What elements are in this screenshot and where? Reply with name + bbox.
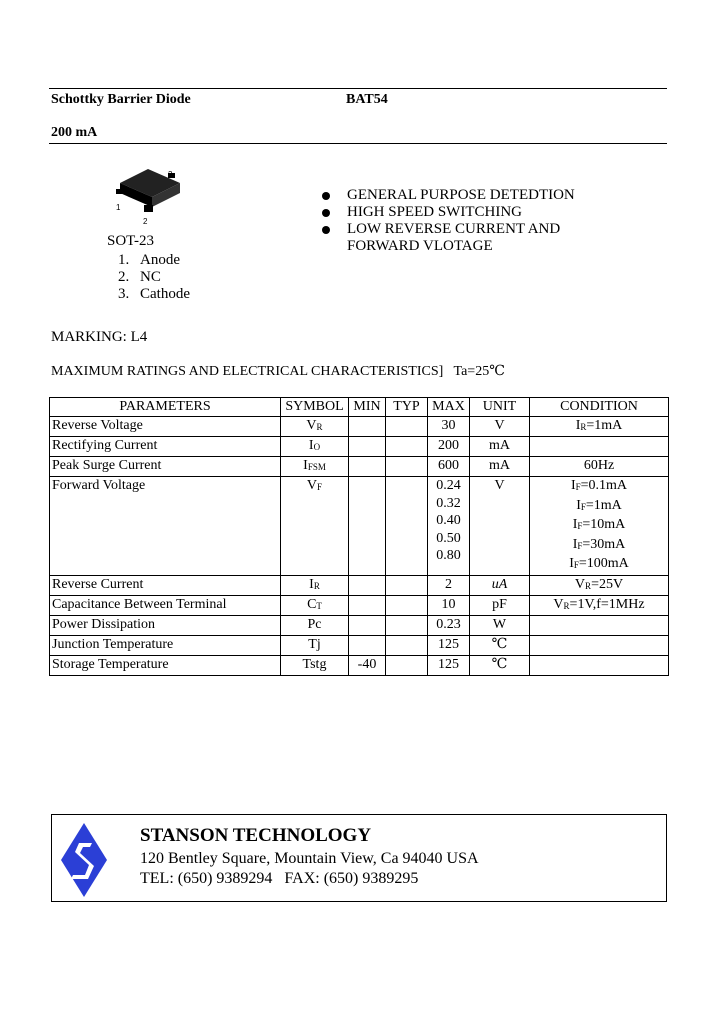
table-row: Reverse Voltage VR 30 V IR=1mA [50, 417, 669, 437]
feature-item: HIGH SPEED SWITCHING [320, 204, 575, 221]
table-header-row [50, 398, 669, 417]
col-header: SYMBOL [281, 398, 349, 417]
current-rating: 200 mA [51, 125, 98, 140]
company-name: STANSON TECHNOLOGY [140, 825, 372, 846]
table-row: Storage Temperature Tstg -40 125 ℃ [50, 655, 669, 675]
bullet-icon [322, 226, 330, 234]
table-row: Rectifying Current IO 200 mA [50, 437, 669, 457]
table-row: Capacitance Between Terminal CT 10 pF VR=1V,f=1MHz [50, 595, 669, 615]
table-row-forward-voltage: Forward Voltage VF 0.24 0.32 0.40 0.50 0.80 V IF=0.1mA IF=1mA IF=10mA IF=30mA IF=100mA [50, 477, 669, 576]
col-header: PARAMETERS [50, 398, 281, 417]
feature-item: FORWARD VLOTAGE [347, 238, 493, 254]
feature-item: GENERAL PURPOSE DETEDTION [320, 187, 575, 204]
pin3-label: 3 [168, 170, 173, 179]
col-header: MIN [349, 398, 386, 417]
pin1-label: 1 [116, 203, 121, 212]
specs-table [49, 397, 669, 676]
pin-item: 2. NC [118, 269, 161, 285]
feature-item: LOW REVERSE CURRENT AND [320, 221, 575, 238]
header-rule [49, 143, 667, 144]
stanson-s-logo-icon [59, 821, 109, 899]
pin-item: 3. Cathode [118, 286, 190, 302]
company-address: 120 Bentley Square, Mountain View, Ca 94040 USA [140, 850, 479, 867]
bullet-icon [322, 192, 330, 200]
table-row: Reverse Current IR 2 uA VR=25V [50, 575, 669, 595]
top-rule [49, 88, 667, 89]
marking: MARKING: L4 [51, 329, 148, 345]
pin2-label: 2 [143, 217, 148, 225]
part-number: BAT54 [346, 92, 388, 107]
col-header: UNIT [470, 398, 530, 417]
table-row: Peak Surge Current IFSM 600 mA 60Hz [50, 457, 669, 477]
package-name: SOT-23 [107, 233, 154, 249]
col-header: CONDITION [530, 398, 669, 417]
table-row: Power Dissipation Pc 0.23 W [50, 615, 669, 635]
table-row: Junction Temperature Tj 125 ℃ [50, 635, 669, 655]
bullet-icon [322, 209, 330, 217]
product-type: Schottky Barrier Diode [51, 92, 191, 107]
ratings-title: MAXIMUM RATINGS AND ELECTRICAL CHARACTERISTICS] Ta=25℃ [51, 364, 505, 379]
col-header: MAX [428, 398, 470, 417]
company-footer [51, 814, 667, 902]
company-phone: TEL: (650) 9389294 FAX: (650) 9389295 [140, 870, 419, 887]
pin-list [118, 252, 190, 303]
col-header: TYP [386, 398, 428, 417]
pin-item: 1. Anode [118, 252, 180, 268]
sot23-package-icon [110, 165, 190, 225]
feature-list [320, 187, 575, 255]
